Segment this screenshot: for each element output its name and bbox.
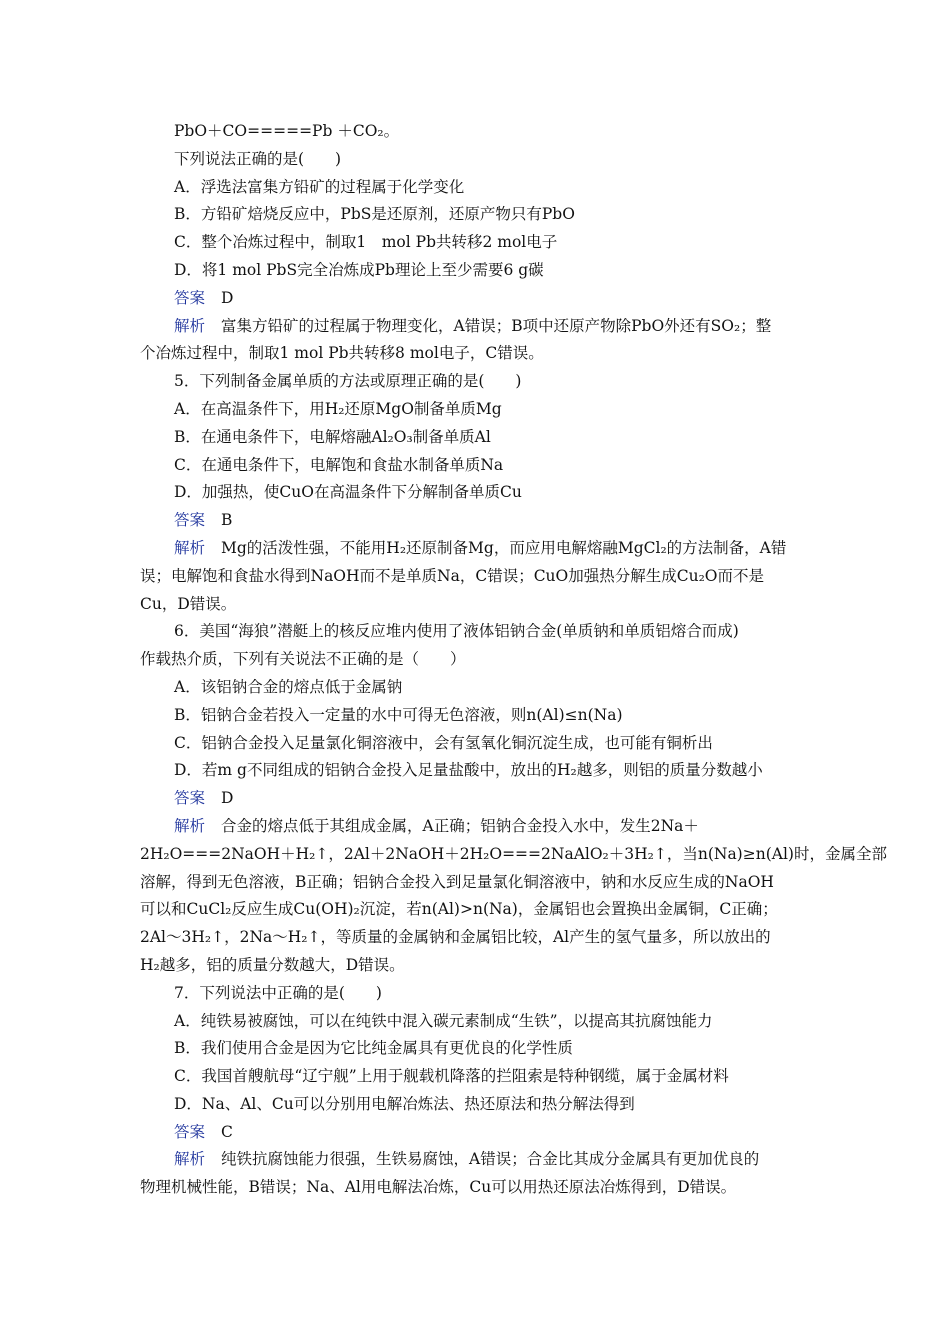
line-text: A．纯铁易被腐蚀，可以在纯铁中混入碳元素制成“生铁”，以提高其抗腐蚀能力: [174, 1011, 713, 1030]
answer-line: [140, 507, 812, 535]
analysis-line: [140, 1146, 812, 1174]
line-text: 个冶炼过程中，制取1 mol Pb共转移8 mol电子，C错误。: [140, 344, 544, 363]
answer-line: [140, 1119, 812, 1147]
text-line: [140, 452, 812, 480]
line-text: 物理机械性能，B错误；Na、Al用电解法冶炼，Cu可以用热还原法冶炼得到，D错误。: [140, 1178, 737, 1197]
line-text: D．若m g不同组成的铝钠合金投入足量盐酸中，放出的H₂越多，则铝的质量分数越小: [174, 761, 763, 780]
text-line: [140, 479, 812, 507]
analysis-line: [140, 813, 812, 841]
line-text: B．我们使用合金是因为它比纯金属具有更优良的化学性质: [174, 1039, 573, 1058]
line-text: Cu，D错误。: [140, 594, 237, 613]
text-line: [140, 591, 812, 619]
line-text: 纯铁抗腐蚀能力很强，生铁易腐蚀，A错误；合金比其成分金属具有更加优良的: [221, 1150, 760, 1169]
line-text: D: [221, 789, 234, 808]
text-line: [140, 674, 812, 702]
text-line: [140, 424, 812, 452]
line-text: 作载热介质，下列有关说法不正确的是（ ）: [140, 650, 466, 669]
analysis-label: 解析: [174, 1150, 206, 1169]
line-text: B．铝钠合金若投入一定量的水中可得无色溶液，则n(Al)≤n(Na): [174, 705, 623, 724]
text-line: [140, 730, 812, 758]
line-text: 溶解，得到无色溶液，B正确；铝钠合金投入到足量氯化铜溶液中，钠和水反应生成的NaOH: [140, 872, 774, 891]
text-line: [140, 952, 812, 980]
line-text: B: [221, 511, 233, 530]
text-line: [140, 702, 812, 730]
answer-label: 答案: [174, 789, 206, 808]
line-text: D．Na、Al、Cu可以分别用电解冶炼法、热还原法和热分解法得到: [174, 1094, 635, 1113]
line-text: B．在通电条件下，电解熔融Al₂O₃制备单质Al: [174, 427, 491, 446]
line-text: 下列说法正确的是( ): [174, 149, 342, 168]
text-line: [140, 174, 812, 202]
line-text: 富集方铅矿的过程属于物理变化，A错误；B项中还原产物除PbO外还有SO₂；整: [221, 316, 772, 335]
analysis-label: 解析: [174, 816, 206, 835]
analysis-line: [140, 313, 812, 341]
answer-label: 答案: [174, 511, 206, 530]
text-line: [140, 1063, 812, 1091]
text-line: [140, 1008, 812, 1036]
line-text: C．我国首艘航母“辽宁舰”上用于舰载机降落的拦阻索是特种钢缆，属于金属材料: [174, 1067, 729, 1086]
text-line: [140, 1091, 812, 1119]
line-text: C．在通电条件下，电解饱和食盐水制备单质Na: [174, 455, 504, 474]
text-line: [140, 869, 812, 897]
text-line: [140, 340, 812, 368]
line-text: C．铝钠合金投入足量氯化铜溶液中，会有氢氧化铜沉淀生成，也可能有铜析出: [174, 733, 713, 752]
line-text: 7．下列说法中正确的是( ): [174, 983, 382, 1002]
answer-label: 答案: [174, 1122, 206, 1141]
text-line: [140, 201, 812, 229]
text-line: [140, 980, 812, 1008]
text-line: [140, 757, 812, 785]
line-text: 合金的熔点低于其组成金属，A正确；铝钠合金投入水中，发生2Na＋: [221, 816, 699, 835]
text-line: [140, 1174, 812, 1202]
line-text: C: [221, 1122, 233, 1141]
line-text: 2H₂O===2NaOH＋H₂↑，2Al＋2NaOH＋2H₂O===2NaAlO₂＋3H₂↑，当n(Na)≥n(Al)时，金属全部: [140, 844, 887, 863]
text-line: [140, 896, 812, 924]
text-line: [140, 618, 812, 646]
text-line: [140, 118, 812, 146]
line-text: C．整个冶炼过程中，制取1 mol Pb共转移2 mol电子: [174, 233, 558, 252]
text-line: [140, 841, 887, 869]
text-line: [140, 146, 812, 174]
text-line: [140, 257, 812, 285]
line-text: H₂越多，铝的质量分数越大，D错误。: [140, 955, 405, 974]
text-line: [140, 396, 812, 424]
line-text: 可以和CuCl₂反应生成Cu(OH)₂沉淀，若n(Al)>n(Na)，金属铝也会置换出金属铜，C正确；: [140, 900, 778, 919]
line-text: Mg的活泼性强，不能用H₂还原制备Mg，而应用电解熔融MgCl₂的方法制备，A错: [221, 538, 787, 557]
answer-line: [140, 785, 812, 813]
line-text: D: [221, 288, 234, 307]
document-page: [140, 118, 887, 1202]
text-line: [140, 1035, 812, 1063]
line-text: B．方铅矿焙烧反应中，PbS是还原剂，还原产物只有PbO: [174, 205, 575, 224]
line-text: PbO＋CO=====Pb ＋CO₂。: [174, 122, 400, 140]
text-line: [140, 646, 812, 674]
line-text: A．浮选法富集方铅矿的过程属于化学变化: [174, 177, 465, 196]
line-text: A．在高温条件下，用H₂还原MgO制备单质Mg: [174, 399, 502, 418]
answer-label: 答案: [174, 288, 206, 307]
text-line: [140, 368, 812, 396]
line-text: A．该铝钠合金的熔点低于金属钠: [174, 677, 403, 696]
text-line: [140, 229, 812, 257]
line-text: D．加强热，使CuO在高温条件下分解制备单质Cu: [174, 483, 522, 502]
analysis-label: 解析: [174, 316, 206, 335]
line-text: 误；电解饱和食盐水得到NaOH而不是单质Na，C错误；CuO加强热分解生成Cu₂O而不是: [140, 566, 765, 585]
analysis-label: 解析: [174, 538, 206, 557]
line-text: 5．下列制备金属单质的方法或原理正确的是( ): [174, 372, 522, 391]
line-text: D．将1 mol PbS完全冶炼成Pb理论上至少需要6 g碳: [174, 260, 544, 279]
line-text: 2Al～3H₂↑，2Na～H₂↑，等质量的金属钠和金属铝比较，Al产生的氢气量多，所以放出的: [140, 928, 771, 947]
answer-line: [140, 285, 812, 313]
line-text: 6．美国“海狼”潜艇上的核反应堆内使用了液体铝钠合金(单质钠和单质铝熔合而成): [174, 622, 739, 641]
text-line: [140, 563, 812, 591]
analysis-line: [140, 535, 812, 563]
text-line: [140, 924, 812, 952]
